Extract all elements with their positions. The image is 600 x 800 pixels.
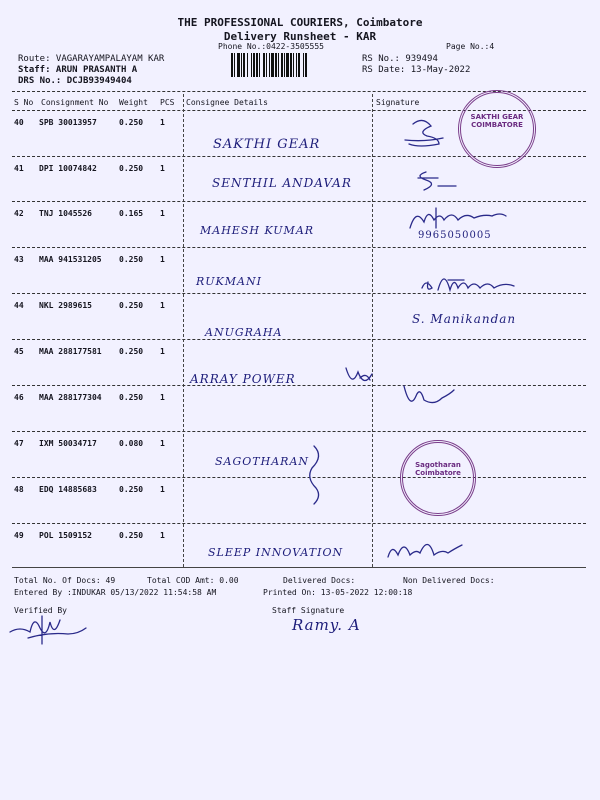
row-sno: 48 xyxy=(14,485,24,494)
rs-date: RS Date: 13-May-2022 xyxy=(362,65,471,75)
phone-number: Phone No.:0422-3505555 xyxy=(218,42,324,51)
row-weight: 0.250 xyxy=(119,118,144,127)
row-sno: 43 xyxy=(14,255,24,264)
row-separator xyxy=(12,247,586,248)
signature-45-mark xyxy=(340,364,380,390)
row-weight: 0.250 xyxy=(119,485,144,494)
row-pcs: 1 xyxy=(160,347,165,356)
col-divider-consignee xyxy=(183,94,184,567)
row-consignment: IXM 50034717 xyxy=(39,439,97,448)
signature-40 xyxy=(395,112,455,152)
row-sno: 44 xyxy=(14,301,24,310)
row-pcs: 1 xyxy=(160,393,165,402)
signature-46 xyxy=(400,380,460,416)
row-sno: 42 xyxy=(14,209,24,218)
drs-number: DRS No.: DCJB93949404 xyxy=(18,76,132,86)
barcode-bar xyxy=(307,53,308,77)
row-consignment: POL 1509152 xyxy=(39,531,92,540)
verified-by-signature xyxy=(6,608,106,648)
printed-on: Printed On: 13-05-2022 12:00:18 xyxy=(263,588,413,597)
row-separator xyxy=(12,201,586,202)
row-sno: 41 xyxy=(14,164,24,173)
total-docs: Total No. Of Docs: 49 xyxy=(14,576,116,585)
col-divider-signature xyxy=(372,94,373,567)
row-consignment: EDQ 14885683 xyxy=(39,485,97,494)
row-weight: 0.250 xyxy=(119,347,144,356)
row-consignment: TNJ 1045526 xyxy=(39,209,92,218)
row-sno: 47 xyxy=(14,439,24,448)
col-header-signature: Signature xyxy=(376,98,420,107)
row-pcs: 1 xyxy=(160,255,165,264)
row-sno: 40 xyxy=(14,118,24,127)
row-consignment: DPI 10074842 xyxy=(39,164,97,173)
row-consignment: NKL 2989615 xyxy=(39,301,92,310)
row-separator xyxy=(12,431,586,432)
delivered-docs: Delivered Docs: xyxy=(283,576,356,585)
row-separator xyxy=(12,385,586,386)
total-cod: Total COD Amt: 0.00 xyxy=(147,576,239,585)
consignee-hw-43: RUKMANI xyxy=(196,275,262,288)
row-pcs: 1 xyxy=(160,209,165,218)
col-header-weight: Weight xyxy=(119,98,148,107)
consignee-hw-47: SAGOTHARAN xyxy=(215,455,310,468)
non-delivered-docs: Non Delivered Docs: xyxy=(403,576,495,585)
consignee-hw-45: ARRAY POWER xyxy=(190,372,296,386)
row-pcs: 1 xyxy=(160,164,165,173)
rs-number: RS No.: 939494 xyxy=(362,54,438,64)
row-separator xyxy=(12,567,586,568)
consignee-hw-44: ANUGRAHA xyxy=(205,326,283,339)
row-pcs: 1 xyxy=(160,301,165,310)
signature-41 xyxy=(410,168,460,194)
page-number: Page No.:4 xyxy=(446,42,495,51)
stamp-48-text: Sagotharan Coimbatore xyxy=(415,461,461,477)
sheet-subtitle: Delivery Runsheet - KAR xyxy=(223,30,377,43)
drs-barcode xyxy=(231,53,355,77)
staff-signature-label: Staff Signature xyxy=(272,606,345,615)
staff-label: Staff: ARUN PRASANTH A xyxy=(18,65,138,75)
row-sno: 46 xyxy=(14,393,24,402)
row-consignment: MAA 288177304 xyxy=(39,393,102,402)
signature-42-phone: 9965050005 xyxy=(418,230,492,241)
row-sno: 49 xyxy=(14,531,24,540)
row-weight: 0.250 xyxy=(119,393,144,402)
signature-47-mark xyxy=(300,440,330,510)
consignee-hw-40: SAKTHI GEAR xyxy=(213,137,321,152)
row-pcs: 1 xyxy=(160,485,165,494)
row-separator xyxy=(12,339,586,340)
stamp-40-text: SAKTHI GEAR COIMBATORE xyxy=(470,113,524,129)
row-weight: 0.250 xyxy=(119,164,144,173)
signature-43 xyxy=(418,268,528,298)
row-separator xyxy=(12,477,586,478)
entered-by: Entered By :INDUKAR 05/13/2022 11:54:58 AM xyxy=(14,588,217,597)
route-label: Route: VAGARAYAMPALAYAM KAR xyxy=(18,54,165,64)
row-weight: 0.250 xyxy=(119,531,144,540)
col-header-consignment: Consignment No xyxy=(41,98,109,107)
signature-44: S. Manikandan xyxy=(412,312,517,326)
row-consignment: SPB 30013957 xyxy=(39,118,97,127)
row-weight: 0.250 xyxy=(119,301,144,310)
company-stamp-40 xyxy=(458,90,536,168)
row-separator xyxy=(12,523,586,524)
company-title: THE PROFESSIONAL COURIERS, Coimbatore xyxy=(177,16,423,29)
verified-by-label: Verified By xyxy=(14,606,67,615)
col-header-consignee: Consignee Details xyxy=(186,98,268,107)
row-consignment: MAA 288177581 xyxy=(39,347,102,356)
col-header-sno: S No xyxy=(14,98,34,107)
row-pcs: 1 xyxy=(160,531,165,540)
row-weight: 0.165 xyxy=(119,209,144,218)
consignee-hw-49: SLEEP INNOVATION xyxy=(208,546,344,559)
row-pcs: 1 xyxy=(160,118,165,127)
company-stamp-48 xyxy=(400,440,476,516)
col-header-pcs: PCS xyxy=(160,98,175,107)
row-pcs: 1 xyxy=(160,439,165,448)
signature-49 xyxy=(380,535,470,565)
row-sno: 45 xyxy=(14,347,24,356)
consignee-hw-41: SENTHIL ANDAVAR xyxy=(212,176,352,190)
row-weight: 0.250 xyxy=(119,255,144,264)
staff-signature-hw: Ramy. A xyxy=(292,616,361,634)
row-consignment: MAA 941531205 xyxy=(39,255,102,264)
consignee-hw-42: MAHESH KUMAR xyxy=(200,224,315,237)
row-weight: 0.080 xyxy=(119,439,144,448)
